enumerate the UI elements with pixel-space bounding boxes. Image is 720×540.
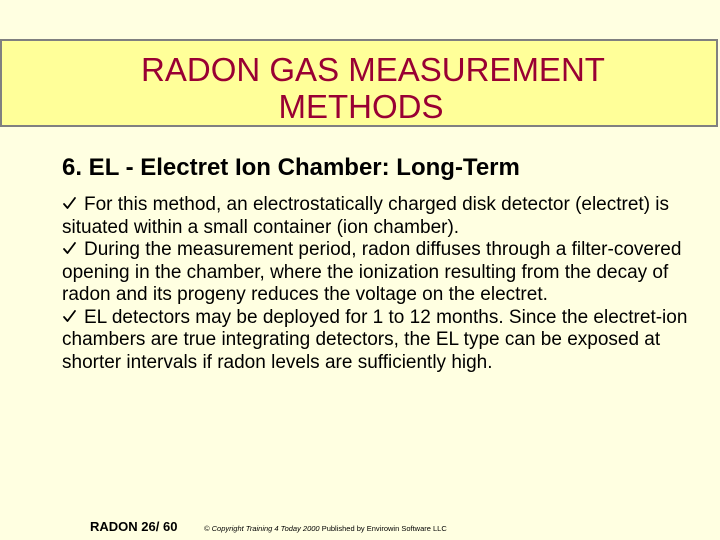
bullet-item [62, 194, 702, 239]
copyright-notice [204, 524, 447, 534]
copyright-text: © Copyright Training 4 Today 2000 [204, 524, 320, 533]
page-label: RADON 26/ 60 [90, 519, 178, 534]
bullet-text: During the measurement period, radon diffuses through a filter-covered opening in the chamber, where the ionization resulting from the decay of radon and its progeny reduces the voltage on the electret. [62, 239, 682, 305]
slide-title-line-2: METHODS [278, 88, 444, 125]
checkmark-icon [62, 239, 84, 262]
bullet-list [62, 194, 702, 374]
bullet-text: EL detectors may be deployed for 1 to 12 months. Since the electret-ion chambers are true integrating detectors, the EL type can be exposed at shorter intervals if radon levels are sufficiently high. [62, 306, 688, 373]
slide-title-line-1: RADON GAS MEASUREMENT [141, 51, 605, 88]
section-heading: 6. EL - Electret Ion Chamber: Long-Term [62, 154, 520, 181]
checkmark-icon [62, 194, 84, 217]
bullet-text: For this method, an electrostatically charged disk detector (electret) is situated within a small container (ion chamber). [62, 194, 670, 238]
checkmark-icon [62, 307, 84, 330]
bullet-item [62, 307, 702, 375]
publisher-text: Published by Envirowin Software LLC [321, 524, 447, 533]
title-box [0, 39, 718, 127]
bullet-item [62, 239, 702, 307]
